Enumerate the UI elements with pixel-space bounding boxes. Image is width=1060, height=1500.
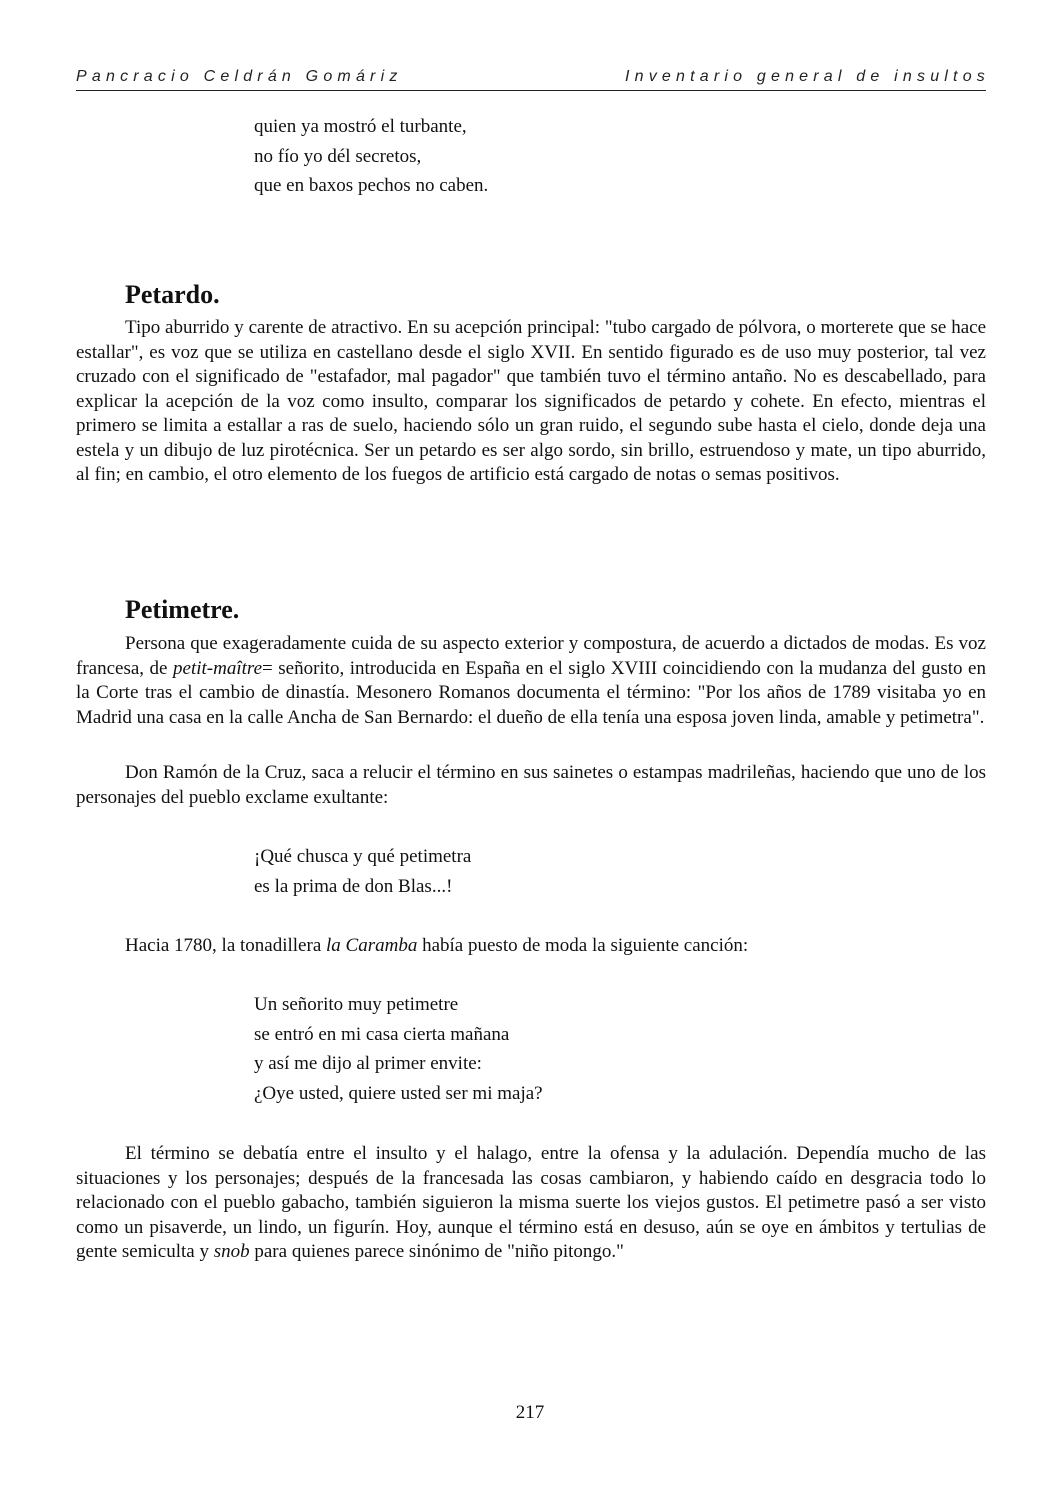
- verse-line: quien ya mostró el turbante,: [254, 116, 467, 137]
- verse-line: no fío yo dél secretos,: [254, 145, 422, 167]
- text-run: El término se debatía entre el insulto y el halago, entre la ofensa y la adulación. Dependía mucho de las situaciones y los personajes; después de la francesada las cosas cambiaron, y habiendo caído en desgracia todo lo relacionado con el pueblo gabacho, también siguieron la misma suerte los viejos gustos. El petimetre pasó a ser visto como un pisaverde, un lindo, un figurín. Hoy, aunque el término está en desuso, aún se oye en ámbitos y tertulias de gente semiculta y: [76, 1143, 986, 1262]
- petimetre-paragraph-4: [76, 1142, 986, 1265]
- petimetre-paragraph-3: [125, 934, 748, 959]
- verse-line: se entró en mi casa cierta mañana: [254, 1023, 510, 1045]
- verse-quote-1: [254, 112, 488, 201]
- verse-line: Un señorito muy petimetre: [254, 994, 459, 1015]
- petimetre-paragraph-2: Don Ramón de la Cruz, saca a relucir el término en sus sainetes o estampas madrileñas, haciendo que uno de los personajes del pueblo exclame exultante:: [76, 762, 986, 808]
- italic-term: snob: [213, 1241, 250, 1262]
- text-run: había puesto de moda la siguiente canción:: [417, 935, 749, 956]
- page-number: 217: [515, 1402, 545, 1423]
- text-run: Hacia 1780, la tonadillera: [125, 935, 327, 956]
- entry-body-petardo: Tipo aburrido y carente de atractivo. En su acepción principal: "tubo cargado de pólvora, o morterete que se hace estallar", es voz que se utiliza en castellano desde el siglo XVII. En sentido figurado es de uso muy posterior, tal vez cruzado con el significado de "estafador, mal pagador" que también tuvo el término antaño. No es descabellado, para explicar la acepción de la voz como insulto, comparar los significados de petardo y cohete. En efecto, mientras el primero se limita a estallar a ras de suelo, haciendo sólo un gran ruido, el segundo sube hasta el cielo, donde deja una estela y un dibujo de luz pirotécnica. Ser un petardo es ser algo sordo, sin brillo, estruendoso y mate, un tipo aburrido, al fin; en cambio, el otro elemento de los fuegos de artificio está cargado de notas o semas positivos.: [76, 317, 986, 485]
- verse-line: que en baxos pechos no caben.: [254, 175, 489, 196]
- running-header: [76, 68, 990, 91]
- header-author: Pancracio Celdrán Gomáriz: [76, 68, 403, 85]
- entry-heading-petardo: Petardo.: [125, 280, 220, 309]
- entry-heading-petimetre: Petimetre.: [125, 595, 240, 624]
- verse-line: y así me dijo al primer envite:: [254, 1053, 482, 1074]
- text-run: para quienes parece sinónimo de "niño pitongo.": [249, 1241, 624, 1262]
- verse-line: ¡Qué chusca y qué petimetra: [254, 846, 472, 867]
- petimetre-paragraph-1: [76, 632, 986, 730]
- verse-line: ¿Oye usted, quiere usted ser mi maja?: [254, 1082, 543, 1104]
- verse-quote-3: [254, 990, 543, 1108]
- italic-term: la Caramba: [326, 935, 418, 956]
- text-run: = señorito, introducida en España en el siglo XVIII coincidiendo con la mudanza del gusto en la Corte tras el cambio de dinastía. Mesonero Romanos documenta el término: "Por los años de 1789 visitaba yo en Madrid una casa en la calle Ancha de San Bernardo: el dueño de ella tenía una esposa joven linda, amable y petimetra".: [76, 657, 986, 728]
- verse-quote-2: [254, 842, 471, 901]
- verse-line: es la prima de don Blas...!: [254, 875, 453, 897]
- italic-term: petit-maître: [173, 657, 263, 679]
- text-run: Persona que exageradamente cuida de su aspecto exterior y compostura, de acuerdo a dictados de modas. Es voz francesa, de: [76, 633, 986, 679]
- header-book-title: Inventario general de insultos: [624, 68, 990, 85]
